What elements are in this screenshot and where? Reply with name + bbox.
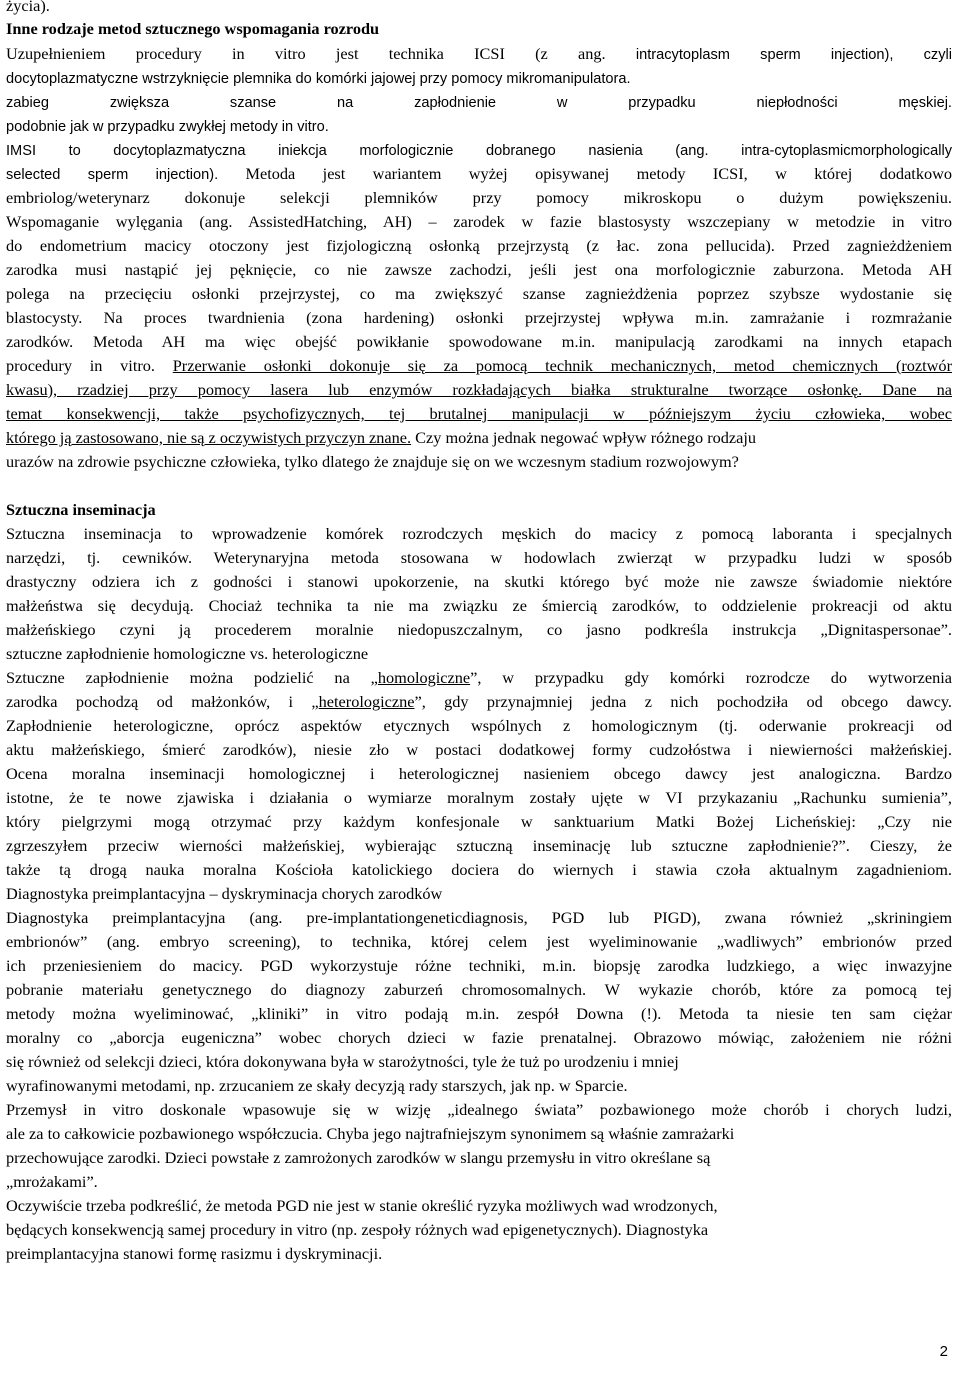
text-run: Inne rodzaje metod sztucznego wspomagania rozrodu xyxy=(6,19,380,38)
text-line xyxy=(6,644,368,664)
text-line xyxy=(6,596,952,616)
text-run: zabieg zwiększa szanse na zapłodnienie w przypadku niepłodności męskiej. xyxy=(6,95,952,111)
text-run: procedury in vitro. xyxy=(6,356,173,375)
text-line xyxy=(6,788,952,808)
text-run: ich przeniesieniem do macicy. PGD wykorzystuje różne techniki, m.in. biopsję zarodka ludzkiego, a więc inwazyjne xyxy=(6,956,952,975)
page-number: 2 xyxy=(939,1343,948,1360)
text-line xyxy=(6,572,952,592)
text-line xyxy=(6,284,952,304)
text-run: moralny co „aborcja eugeniczna” wobec chorych dzieci w fazie prenatalnej. Obrazowo mówiąc, założeniem nie różni xyxy=(6,1028,952,1047)
text-run: życia). xyxy=(6,0,50,15)
text-run: małżeńskiego czyni ją procederem moralnie niedopuszczalnym, co jasno podkreśla instrukcja „Dignitaspersonae”. xyxy=(6,620,952,639)
underlined-text: homologiczne xyxy=(377,668,471,687)
text-run: zgrzeszyłem przeciw wierności małżeńskiej, wybierając sztuczną inseminację lub sztuczne zapłodnienie?”. Cieszy, że xyxy=(6,836,952,855)
text-line xyxy=(6,956,952,976)
text-run: Czy można jednak negować wpływ różnego rodzaju xyxy=(411,428,757,447)
text-run: sztuczne zapłodnienie homologiczne vs. heterologiczne xyxy=(6,644,369,663)
underlined-text: Dane na xyxy=(862,380,952,399)
text-run: IMSI to docytoplazmatyczna iniekcja morfologicznie dobranego nasienia (ang. xyxy=(6,143,742,159)
text-line xyxy=(6,812,952,832)
text-line xyxy=(6,236,952,256)
section-heading xyxy=(6,500,156,520)
text-run: Sztuczna inseminacja xyxy=(6,500,156,519)
text-run: pobranie materiału genetycznego do diagnozy zaburzeń chromosomalnych. W wykazie chorób, które za pomocą tej xyxy=(6,980,952,999)
text-line xyxy=(6,404,952,424)
text-line xyxy=(6,356,952,376)
text-run: docytoplazmatyczne wstrzyknięcie plemnika do komórki jajowej przy pomocy mikromanipulatora. xyxy=(6,71,631,87)
text-run: Zapłodnienie heterologiczne, oprócz aspektów etycznych wspólnych z homologicznym (tj. oderwanie prokreacji od xyxy=(6,716,952,735)
text-run: Oczywiście trzeba podkreślić, że metoda PGD nie jest w stanie określić ryzyka możliwych wad wrodzonych, xyxy=(6,1196,718,1215)
text-run: Metoda jest wariantem wyżej opisywanej metody ICSI, w której dodatkowo xyxy=(245,164,952,183)
text-run: do endometrium macicy otoczony jest fizjologiczną osłonką przejrzystą (z łac. zona pellucida). Przed zagnieżdżeniem xyxy=(6,236,952,255)
text-run: zarodków. Metoda AH ma więc obejść powikłanie spowodowane m.in. manipulacją zarodkami na innych etapach xyxy=(6,332,952,351)
text-run: Diagnostyka preimplantacyjna – dyskryminacja chorych zarodków xyxy=(6,884,443,903)
text-line xyxy=(6,1172,98,1192)
text-run: podobnie jak w przypadku zwykłej metody in vitro. xyxy=(6,119,329,135)
text-line xyxy=(6,860,952,880)
text-line xyxy=(6,1052,679,1072)
text-run: Wspomaganie wylęgania (ang. AssistedHatching, AH) – zarodek w fazie blastosysty wszczepiany w metodzie in vitro xyxy=(6,212,952,231)
text-run: Uzupełnieniem procedury in vitro jest technika ICSI (z ang. xyxy=(6,44,636,63)
text-line xyxy=(6,1004,952,1024)
text-line xyxy=(6,428,756,448)
text-line xyxy=(6,308,952,328)
underlined-text: heterologiczne xyxy=(318,692,415,711)
text-run: przechowujące zarodki. Dzieci powstałe z zamrożonych zarodków w slangu przemysłu in vitro określane są xyxy=(6,1148,711,1167)
text-run: polega na przecięciu osłonki przejrzystej, co ma zwiększyć szanse zagnieżdżenia poprzez szybsze wydostanie się xyxy=(6,284,952,303)
text-line xyxy=(6,92,952,113)
text-run: małżeństwa się decydują. Chociaż technika ta nie ma związku ze śmiercią zarodków, to oddzielenie prokreacji od aktu xyxy=(6,596,952,615)
text-run: zarodka pochodzą od małżonków, i „ xyxy=(6,692,319,711)
text-line xyxy=(6,620,952,640)
text-run: drastyczny odziera ich z godności i stanowi upokorzenie, na skutki którego być może nie zawsze świadomie niektóre xyxy=(6,572,952,591)
text-line xyxy=(6,668,952,688)
text-run: ”, w przypadku gdy komórki rozrodcze do wytworzenia xyxy=(470,668,952,687)
text-line xyxy=(6,0,50,16)
text-line xyxy=(6,692,952,712)
text-run: metody można wyeliminować, „kliniki” in vitro podają m.in. zespół Downa (!). Metoda ta niesie ten sam ciężar xyxy=(6,1004,952,1023)
text-run: także tą drogą nauka moralna Kościoła katolickiego dociera do wiernych i stawia czoła aktualnym zagadnieniom. xyxy=(6,860,952,879)
text-run: ”, gdy przynajmniej jedna z nich pochodziła od obcego dawcy. xyxy=(414,692,952,711)
text-line xyxy=(6,1124,734,1144)
text-run: intra-cytoplasmicmorphologically xyxy=(741,143,952,159)
text-run: będących konsekwencją samej procedury in vitro (np. zespoły różnych wad epigenetycznych). Diagnostyka xyxy=(6,1220,709,1239)
text-run: intracytoplasm sperm injection), czyli xyxy=(635,47,952,63)
text-run: który pielgrzymi mogą otrzymać przy każdym konfesjonale w sanktuarium Matki Bożej Licheńskiej: „Czy nie xyxy=(6,812,952,831)
text-line xyxy=(6,764,952,784)
text-run: selected sperm injection). xyxy=(6,167,246,183)
section-heading xyxy=(6,19,379,39)
text-line xyxy=(6,524,952,544)
text-run: Przemysł in vitro doskonale wpasowuje się w wizję „idealnego świata” pozbawionego może chorób i chorych ludzi, xyxy=(6,1100,952,1119)
text-run: blastocysty. Na proces twardnienia (zona hardening) osłonki przejrzystej wpływa m.in. zamrażanie i rozmrażanie xyxy=(6,308,952,327)
text-line xyxy=(6,980,952,1000)
text-run: wyrafinowanymi metodami, np. zrzucaniem ze skały decyzją rady starszych, jak np. w Sparcie. xyxy=(6,1076,628,1095)
text-line xyxy=(6,332,952,352)
text-run: aktu małżeńskiego, śmierć zarodków), niesie zło w postaci dodatkowej formy cudzołóstwa i niewierności małżeńskiej. xyxy=(6,740,952,759)
text-run: embriolog/weterynarz dokonuje selekcji plemników przy pomocy mikroskopu o dużym powiększeniu. xyxy=(6,188,952,207)
text-line xyxy=(6,68,631,89)
text-line xyxy=(6,1076,628,1096)
text-line xyxy=(6,716,952,736)
text-line xyxy=(6,188,952,208)
text-run: Sztuczna inseminacja to wprowadzenie komórek rozrodczych męskich do macicy z pomocą laboranta i specjalnych xyxy=(6,524,952,543)
text-line xyxy=(6,452,739,472)
text-run: Ocena moralna inseminacji homologicznej i heterologicznej nasieniem obcego dawcy jest analogiczna. Bardzo xyxy=(6,764,952,783)
text-line xyxy=(6,932,952,952)
text-run: „mrożakami”. xyxy=(6,1172,98,1191)
text-line xyxy=(6,1220,708,1240)
text-line xyxy=(6,260,952,280)
text-run: Diagnostyka preimplantacyjna (ang. pre-implantationgeneticdiagnosis, PGD lub PIGD), zwana również „skriningiem xyxy=(6,908,952,927)
text-line xyxy=(6,548,952,568)
underlined-text: którego ją zastosowano, nie są z oczywistych przyczyn znane. xyxy=(6,428,412,447)
text-line xyxy=(6,1148,710,1168)
text-line xyxy=(6,380,952,400)
text-run: preimplantacyjna stanowi formę rasizmu i dyskryminacji. xyxy=(6,1244,383,1263)
text-run: się również od selekcji dzieci, która dokonywana była w starożytności, tyle że tuż po urodzeniu i mniej xyxy=(6,1052,679,1071)
text-line xyxy=(6,44,952,65)
underlined-text: temat konsekwencji, także psychofizycznych, tej brutalnej manipulacji w późniejszym życiu człowieka, wobec xyxy=(6,404,952,423)
text-line xyxy=(6,740,952,760)
text-line xyxy=(6,1196,718,1216)
text-line xyxy=(6,212,952,232)
text-line xyxy=(6,164,952,185)
text-line xyxy=(6,908,952,928)
text-line xyxy=(6,836,952,856)
text-run: ale za to całkowicie pozbawionego współczucia. Chyba jego najtrafniejszym synonimem są właśnie zamrażarki xyxy=(6,1124,735,1143)
text-line xyxy=(6,116,329,137)
text-run: zarodka musi nastąpić jej pęknięcie, co nie zawsze zachodzi, jeśli jest ona morfologicznie zaburzona. Metoda AH xyxy=(6,260,952,279)
underlined-text: Przerwanie osłonki dokonuje się za pomocą technik mechanicznych, metod chemicznych (roztwór xyxy=(172,356,952,375)
text-line xyxy=(6,1028,952,1048)
text-run: embrionów” (ang. embryo screening), to technika, której celem jest wyeliminowanie „wadliwych” embrionów przed xyxy=(6,932,952,951)
text-run: urazów na zdrowie psychiczne człowieka, tylko dlatego że znajduje się on we wczesnym stadium rozwojowym? xyxy=(6,452,739,471)
text-line xyxy=(6,140,952,161)
text-line xyxy=(6,884,442,904)
text-run: Sztuczne zapłodnienie można podzielić na „ xyxy=(6,668,378,687)
underlined-text: kwasu), rzadziej przy pomocy lasera lub enzymów rozkładających białka strukturalne tworzące osłonkę. xyxy=(6,380,863,399)
text-line xyxy=(6,1244,382,1264)
text-run: istotne, że te nowe zjawiska i działania o wymiarze moralnym zostały ujęte w VI przykazaniu „Rachunku sumienia”, xyxy=(6,788,952,807)
text-run: narzędzi, tj. cewników. Weterynaryjna metoda stosowana w hodowlach zwierząt w przypadku ludzi w sposób xyxy=(6,548,952,567)
text-line xyxy=(6,1100,952,1120)
